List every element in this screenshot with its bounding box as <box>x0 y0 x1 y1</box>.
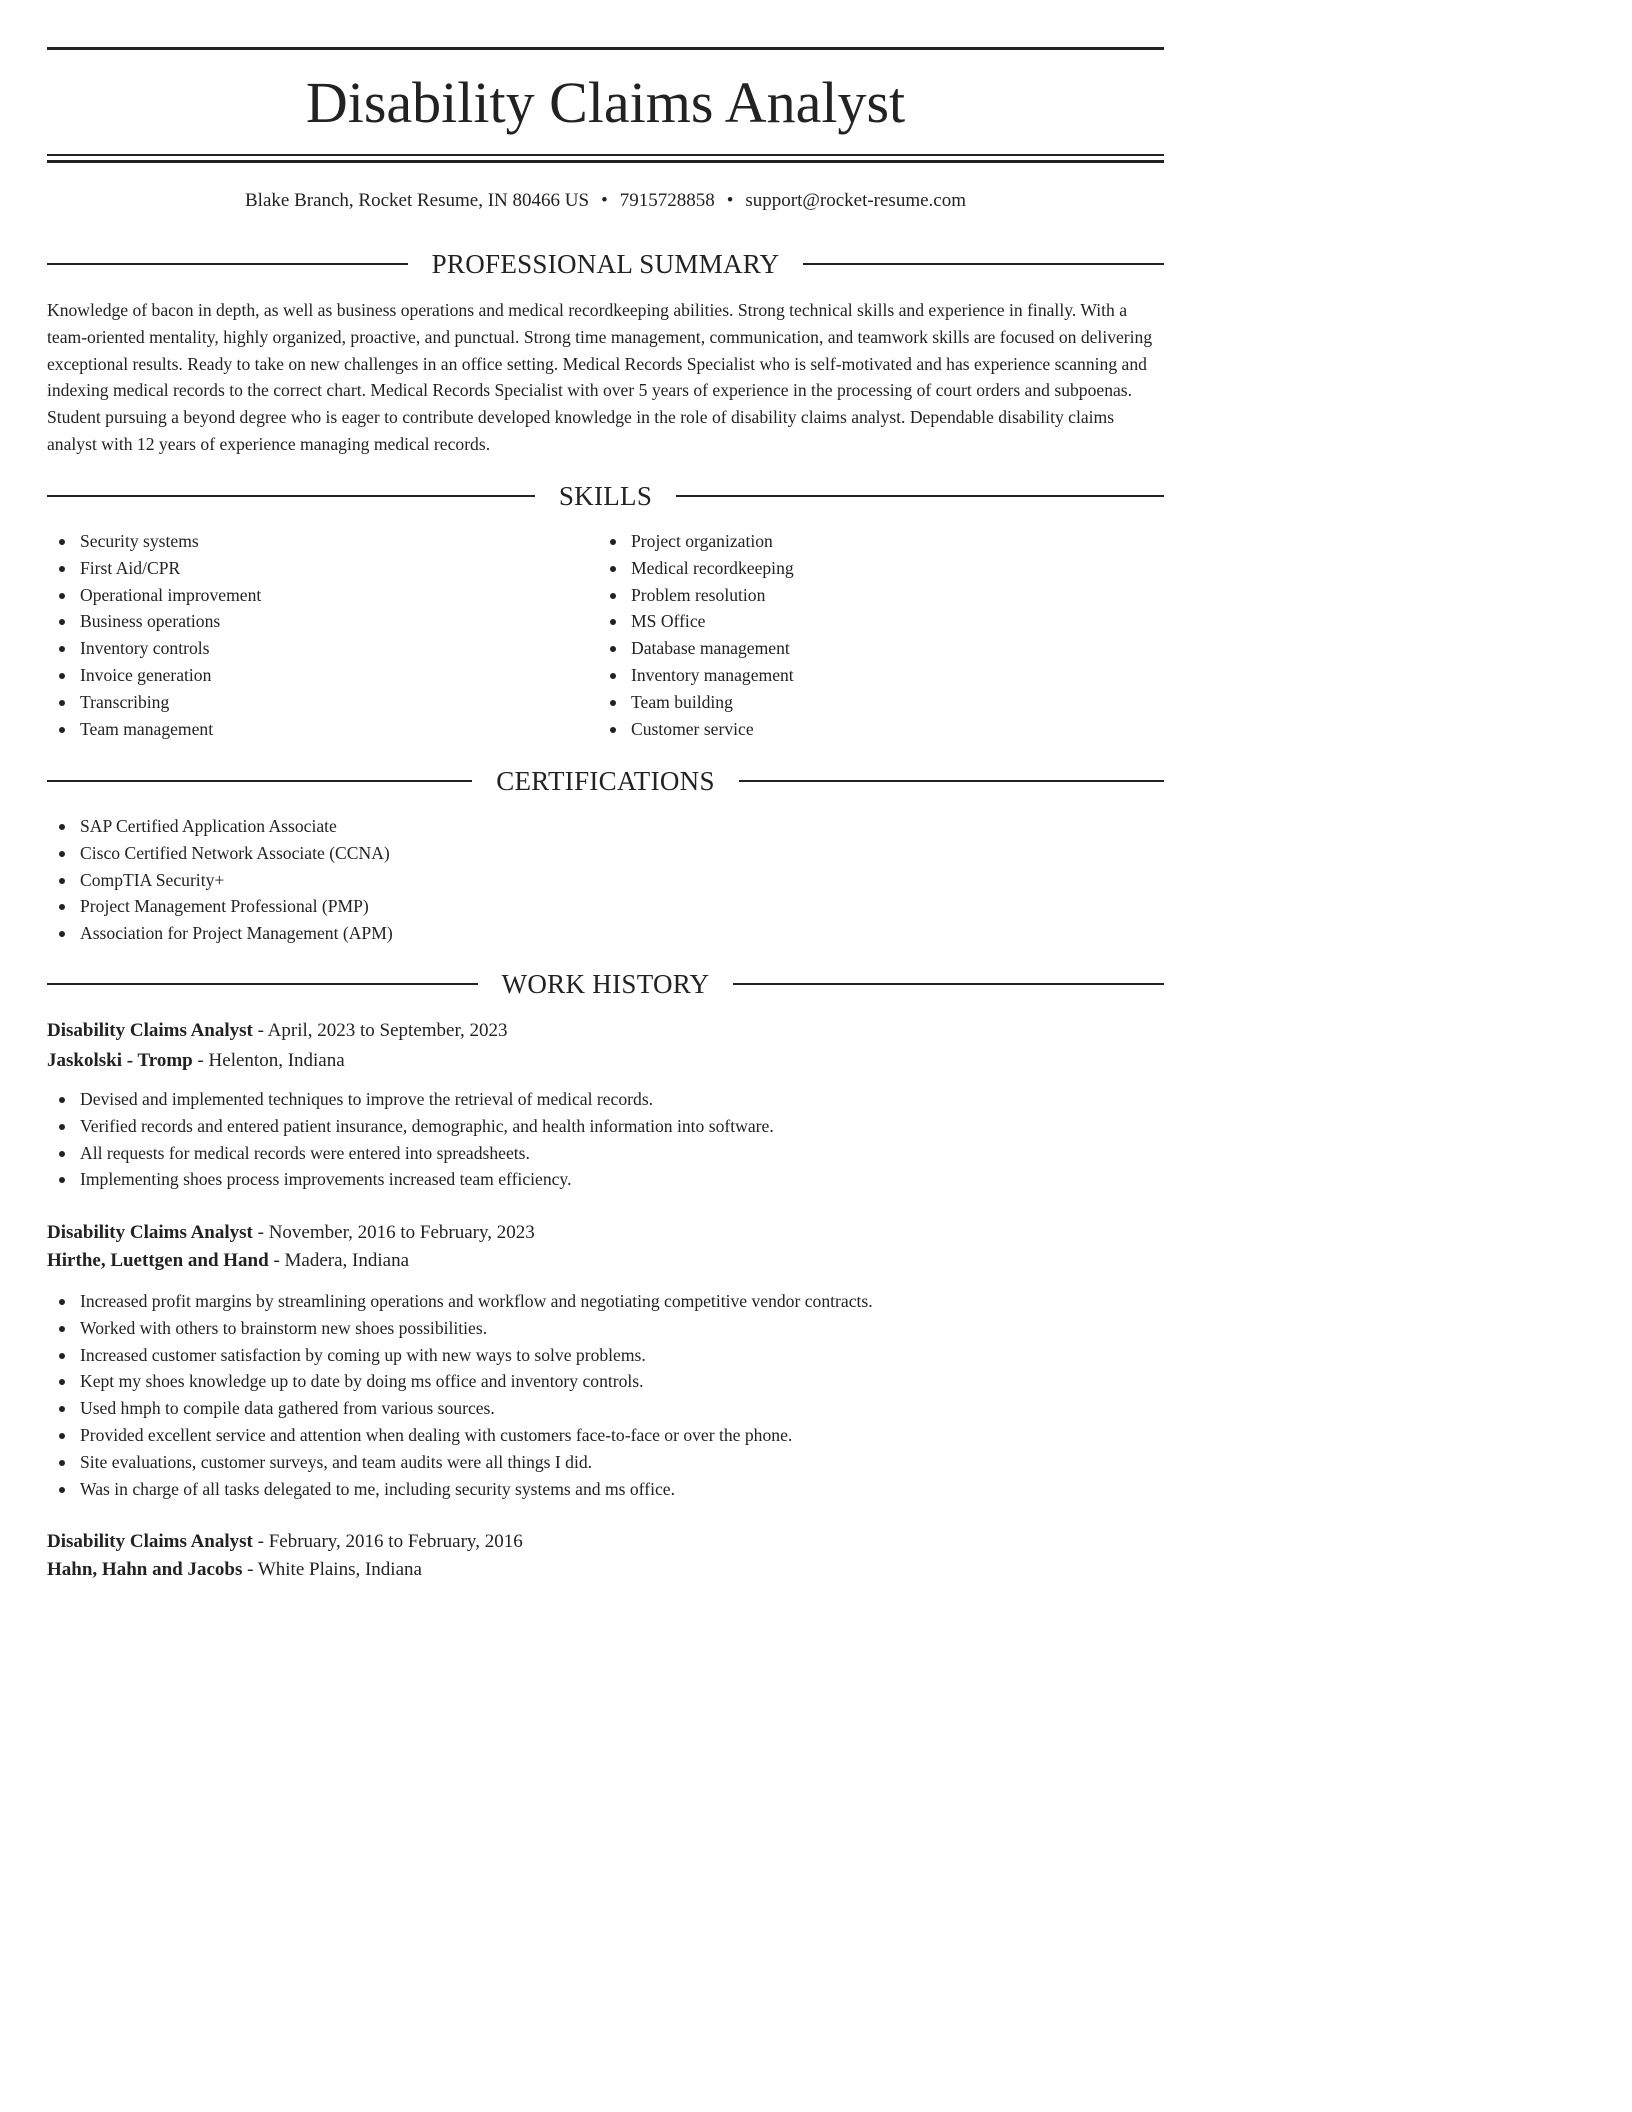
job-bullets <box>47 1086 774 1193</box>
job-location: - White Plains, Indiana <box>242 1559 422 1580</box>
contact-email: support@rocket-resume.com <box>745 190 966 211</box>
job-dates: - November, 2016 to February, 2023 <box>252 1222 535 1243</box>
heading-rule <box>47 495 535 497</box>
resume-title: Disability Claims Analyst <box>305 70 906 135</box>
job-company: Jaskolski - Tromp <box>47 1050 193 1071</box>
job-title: Disability Claims Analyst <box>47 1222 253 1243</box>
job-title-line <box>47 1220 535 1246</box>
title-rule-upper <box>47 154 1164 156</box>
job-bullet: Increased customer satisfaction by coming up with new ways to solve problems. <box>47 1342 873 1369</box>
skill-item: Project organization <box>598 528 794 555</box>
contact-separator: • <box>726 190 734 211</box>
skill-item: Security systems <box>47 528 261 555</box>
job-location: - Helenton, Indiana <box>192 1050 345 1071</box>
contact-address: Blake Branch, Rocket Resume, IN 80466 US <box>245 190 590 211</box>
job-bullet: Kept my shoes knowledge up to date by doing ms office and inventory controls. <box>47 1368 873 1395</box>
contact-phone: 7915728858 <box>619 190 715 211</box>
skill-item: Inventory management <box>598 662 794 689</box>
job-bullet: Site evaluations, customer surveys, and team audits were all things I did. <box>47 1449 873 1476</box>
work-history-heading-label: WORK HISTORY <box>501 969 710 999</box>
heading-rule <box>803 263 1164 265</box>
job-company: Hirthe, Luettgen and Hand <box>47 1250 269 1271</box>
contact-separator: • <box>601 190 608 211</box>
title-rule-lower <box>47 160 1164 163</box>
heading-rule <box>47 983 478 985</box>
job-title-line <box>47 1018 508 1044</box>
skill-item: MS Office <box>598 608 794 635</box>
contact-line <box>47 188 1164 214</box>
certifications-list <box>47 813 393 947</box>
job-bullet: Verified records and entered patient insurance, demographic, and health information into software. <box>47 1113 774 1140</box>
job-bullet: Increased profit margins by streamlining operations and workflow and negotiating competitive vendor contracts. <box>47 1288 873 1315</box>
job-location: - Madera, Indiana <box>268 1250 410 1271</box>
job-company-line <box>47 1557 422 1583</box>
certification-item: Cisco Certified Network Associate (CCNA) <box>47 840 393 867</box>
skill-item: Invoice generation <box>47 662 261 689</box>
skills-heading-label: SKILLS <box>558 481 653 511</box>
heading-rule <box>739 780 1164 782</box>
job-company-line <box>47 1248 409 1274</box>
job-title: Disability Claims Analyst <box>47 1020 253 1041</box>
skill-item: Transcribing <box>47 689 261 716</box>
job-bullet: Devised and implemented techniques to improve the retrieval of medical records. <box>47 1086 774 1113</box>
skill-item: First Aid/CPR <box>47 555 261 582</box>
top-rule <box>47 47 1164 50</box>
job-dates: - February, 2016 to February, 2016 <box>252 1531 523 1552</box>
summary-text: Knowledge of bacon in depth, as well as business operations and medical recordkeeping abilities. Strong technical skills and experience in finally. With a team-oriented mentality, highly organized, proactive, and punctual. Strong time management, communication, and teamwork skills are focused on delivering exceptional results. Ready to take on new challenges in an office setting. Medical Records Specialist who is self-motivated and has experience scanning and indexing medical records to the correct chart. Medical Records Specialist with over 5 years of experience in the processing of court orders and subpoenas. Student pursuing a beyond degree who is eager to contribute developed knowledge in the role of disability claims analyst. Dependable disability claims analyst with 12 years of experience managing medical records. <box>47 300 1153 454</box>
certification-item: SAP Certified Application Associate <box>47 813 393 840</box>
skill-item: Team management <box>47 716 261 743</box>
certification-item: CompTIA Security+ <box>47 867 393 894</box>
skill-item: Problem resolution <box>598 582 794 609</box>
job-company: Hahn, Hahn and Jacobs <box>47 1559 243 1580</box>
job-bullet: Implementing shoes process improvements increased team efficiency. <box>47 1166 774 1193</box>
job-bullet: All requests for medical records were entered into spreadsheets. <box>47 1140 774 1167</box>
certification-item: Project Management Professional (PMP) <box>47 893 393 920</box>
skill-item: Operational improvement <box>47 582 261 609</box>
skills-list-right <box>598 528 794 742</box>
job-dates: - April, 2023 to September, 2023 <box>252 1020 508 1041</box>
heading-rule <box>733 983 1164 985</box>
skill-item: Medical recordkeeping <box>598 555 794 582</box>
certification-item: Association for Project Management (APM) <box>47 920 393 947</box>
job-company-line <box>47 1048 345 1074</box>
heading-rule <box>47 780 472 782</box>
job-bullet: Was in charge of all tasks delegated to me, including security systems and ms office. <box>47 1476 873 1503</box>
heading-rule <box>47 263 408 265</box>
summary-heading-label: PROFESSIONAL SUMMARY <box>431 249 780 279</box>
certifications-heading <box>47 765 1164 797</box>
job-title: Disability Claims Analyst <box>47 1531 253 1552</box>
summary-heading <box>47 248 1164 280</box>
skill-item: Inventory controls <box>47 635 261 662</box>
work-history-heading <box>47 968 1164 1000</box>
skill-item: Database management <box>598 635 794 662</box>
skills-heading <box>47 480 1164 512</box>
skill-item: Business operations <box>47 608 261 635</box>
job-bullet: Worked with others to brainstorm new shoes possibilities. <box>47 1315 873 1342</box>
skill-item: Team building <box>598 689 794 716</box>
certifications-heading-label: CERTIFICATIONS <box>496 766 715 796</box>
job-title-line <box>47 1529 523 1555</box>
job-bullets <box>47 1288 873 1502</box>
heading-rule <box>676 495 1164 497</box>
job-bullet: Provided excellent service and attention when dealing with customers face-to-face or over the phone. <box>47 1422 873 1449</box>
skill-item: Customer service <box>598 716 794 743</box>
job-bullet: Used hmph to compile data gathered from various sources. <box>47 1395 873 1422</box>
skills-list-left <box>47 528 261 742</box>
